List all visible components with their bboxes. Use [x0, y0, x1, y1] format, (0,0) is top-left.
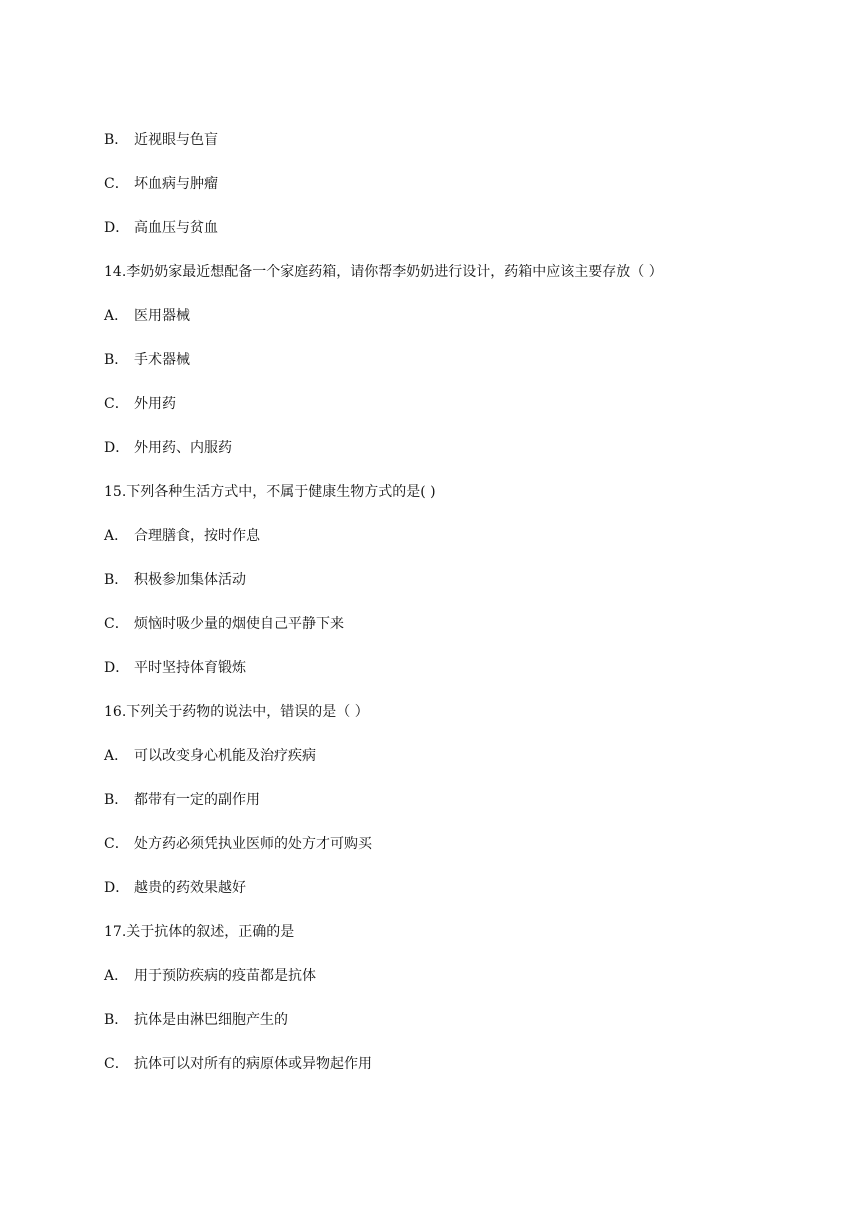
q15-stem: 15.下列各种生活方式中，不属于健康生物方式的是( )	[104, 484, 436, 500]
q14-option-a	[104, 306, 190, 326]
option-letter: D．	[104, 880, 130, 896]
option-letter: D．	[104, 220, 130, 236]
q13-option-d	[104, 218, 218, 238]
q15-option-a	[104, 526, 260, 546]
q15-option-d	[104, 658, 246, 678]
option-text: 手术器械	[134, 352, 190, 368]
option-text: 平时坚持体育锻炼	[134, 660, 246, 676]
q14-option-d	[104, 438, 232, 458]
q14-option-b	[104, 350, 190, 370]
q16-option-d	[104, 878, 246, 898]
option-letter: A．	[104, 968, 129, 984]
q17-stem: 17.关于抗体的叙述，正确的是	[104, 924, 295, 940]
option-text: 用于预防疾病的疫苗都是抗体	[134, 968, 316, 984]
q14-stem: 14.李奶奶家最近想配备一个家庭药箱，请你帮李奶奶进行设计，药箱中应该主要存放（ ）	[104, 264, 663, 280]
option-letter: C．	[104, 616, 129, 632]
option-letter: C．	[104, 176, 129, 192]
option-letter: B．	[104, 1012, 129, 1028]
option-text: 抗体可以对所有的病原体或异物起作用	[134, 1056, 372, 1072]
option-text: 都带有一定的副作用	[134, 792, 260, 808]
q16-option-b	[104, 790, 260, 810]
q16-option-a	[104, 746, 316, 766]
option-text: 外用药	[134, 396, 176, 412]
option-text: 越贵的药效果越好	[134, 880, 246, 896]
option-letter: B．	[104, 572, 129, 588]
q13-option-c	[104, 174, 218, 194]
q14-option-c	[104, 394, 176, 414]
option-text: 烦恼时吸少量的烟使自己平静下来	[134, 616, 344, 632]
option-text: 可以改变身心机能及治疗疾病	[134, 748, 316, 764]
option-letter: D．	[104, 660, 130, 676]
q16-stem: 16.下列关于药物的说法中，错误的是（ ）	[104, 704, 369, 720]
option-text: 坏血病与肿瘤	[134, 176, 218, 192]
option-text: 处方药必须凭执业医师的处方才可购买	[134, 836, 372, 852]
q17-option-a	[104, 966, 316, 986]
option-letter: B．	[104, 792, 129, 808]
option-letter: A．	[104, 308, 129, 324]
option-letter: C．	[104, 836, 129, 852]
option-letter: A．	[104, 748, 129, 764]
option-text: 高血压与贫血	[134, 220, 218, 236]
option-letter: C．	[104, 396, 129, 412]
q17-option-b	[104, 1010, 288, 1030]
option-text: 外用药、内服药	[134, 440, 232, 456]
option-text: 医用器械	[134, 308, 190, 324]
option-text: 合理膳食，按时作息	[134, 528, 260, 544]
q15-option-b	[104, 570, 246, 590]
q16-option-c	[104, 834, 372, 854]
option-letter: D．	[104, 440, 130, 456]
option-text: 积极参加集体活动	[134, 572, 246, 588]
q13-option-b	[104, 130, 218, 150]
q17-option-c	[104, 1054, 372, 1074]
option-letter: B．	[104, 352, 129, 368]
option-text: 近视眼与色盲	[134, 132, 218, 148]
option-letter: B．	[104, 132, 129, 148]
q15-option-c	[104, 614, 344, 634]
option-text: 抗体是由淋巴细胞产生的	[134, 1012, 288, 1028]
option-letter: C．	[104, 1056, 129, 1072]
option-letter: A．	[104, 528, 129, 544]
